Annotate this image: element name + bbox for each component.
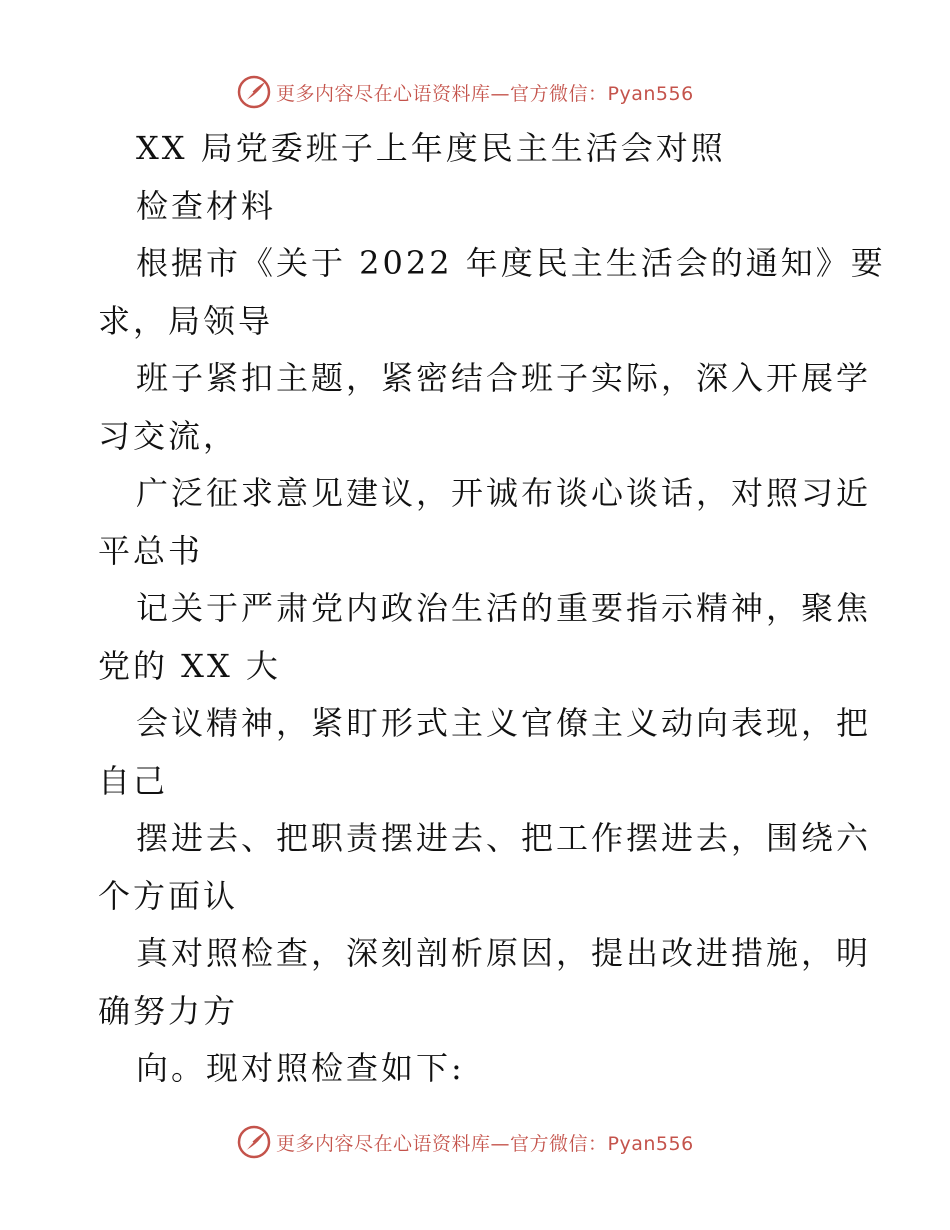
- paragraph-line: 自己: [98, 761, 169, 800]
- feather-pen-icon: [236, 74, 272, 110]
- paragraph-line: 向。现对照检查如下:: [136, 1049, 465, 1087]
- paragraph-line: 求，局领导: [98, 301, 274, 340]
- paragraph-line: 确努力方: [98, 991, 239, 1030]
- paragraph-line: 习交流，: [98, 416, 239, 455]
- watermark-header: [236, 72, 694, 112]
- watermark-text: 更多内容尽在心语资料库—官方微信：Pyan556: [276, 82, 694, 105]
- paragraph-line: 真对照检查，深刻剖析原因，提出改进措施，明: [136, 934, 872, 972]
- document-body: [98, 120, 886, 1098]
- document-title-line-2: 检查材料: [136, 186, 277, 225]
- paragraph-line: 根据市《关于 2022 年度民主生活会的通知》要: [136, 244, 886, 282]
- paragraph-line: 党的 XX 大: [98, 646, 281, 685]
- watermark-footer: [236, 1122, 694, 1162]
- document-title-line-1: XX 局党委班子上年度民主生活会对照: [136, 129, 726, 167]
- paragraph-line: 记关于严肃党内政治生活的重要指示精神，聚焦: [136, 589, 872, 627]
- feather-pen-icon: [236, 1124, 272, 1160]
- paragraph-line: 个方面认: [98, 876, 239, 915]
- paragraph-line: 广泛征求意见建议，开诚布谈心谈话，对照习近: [136, 474, 872, 512]
- watermark-text: 更多内容尽在心语资料库—官方微信：Pyan556: [276, 1132, 694, 1155]
- paragraph-line: 会议精神，紧盯形式主义官僚主义动向表现，把: [136, 704, 872, 742]
- paragraph-line: 平总书: [98, 531, 204, 570]
- paragraph-line: 摆进去、把职责摆进去、把工作摆进去，围绕六: [136, 819, 872, 857]
- paragraph-line: 班子紧扣主题，紧密结合班子实际，深入开展学: [136, 359, 872, 397]
